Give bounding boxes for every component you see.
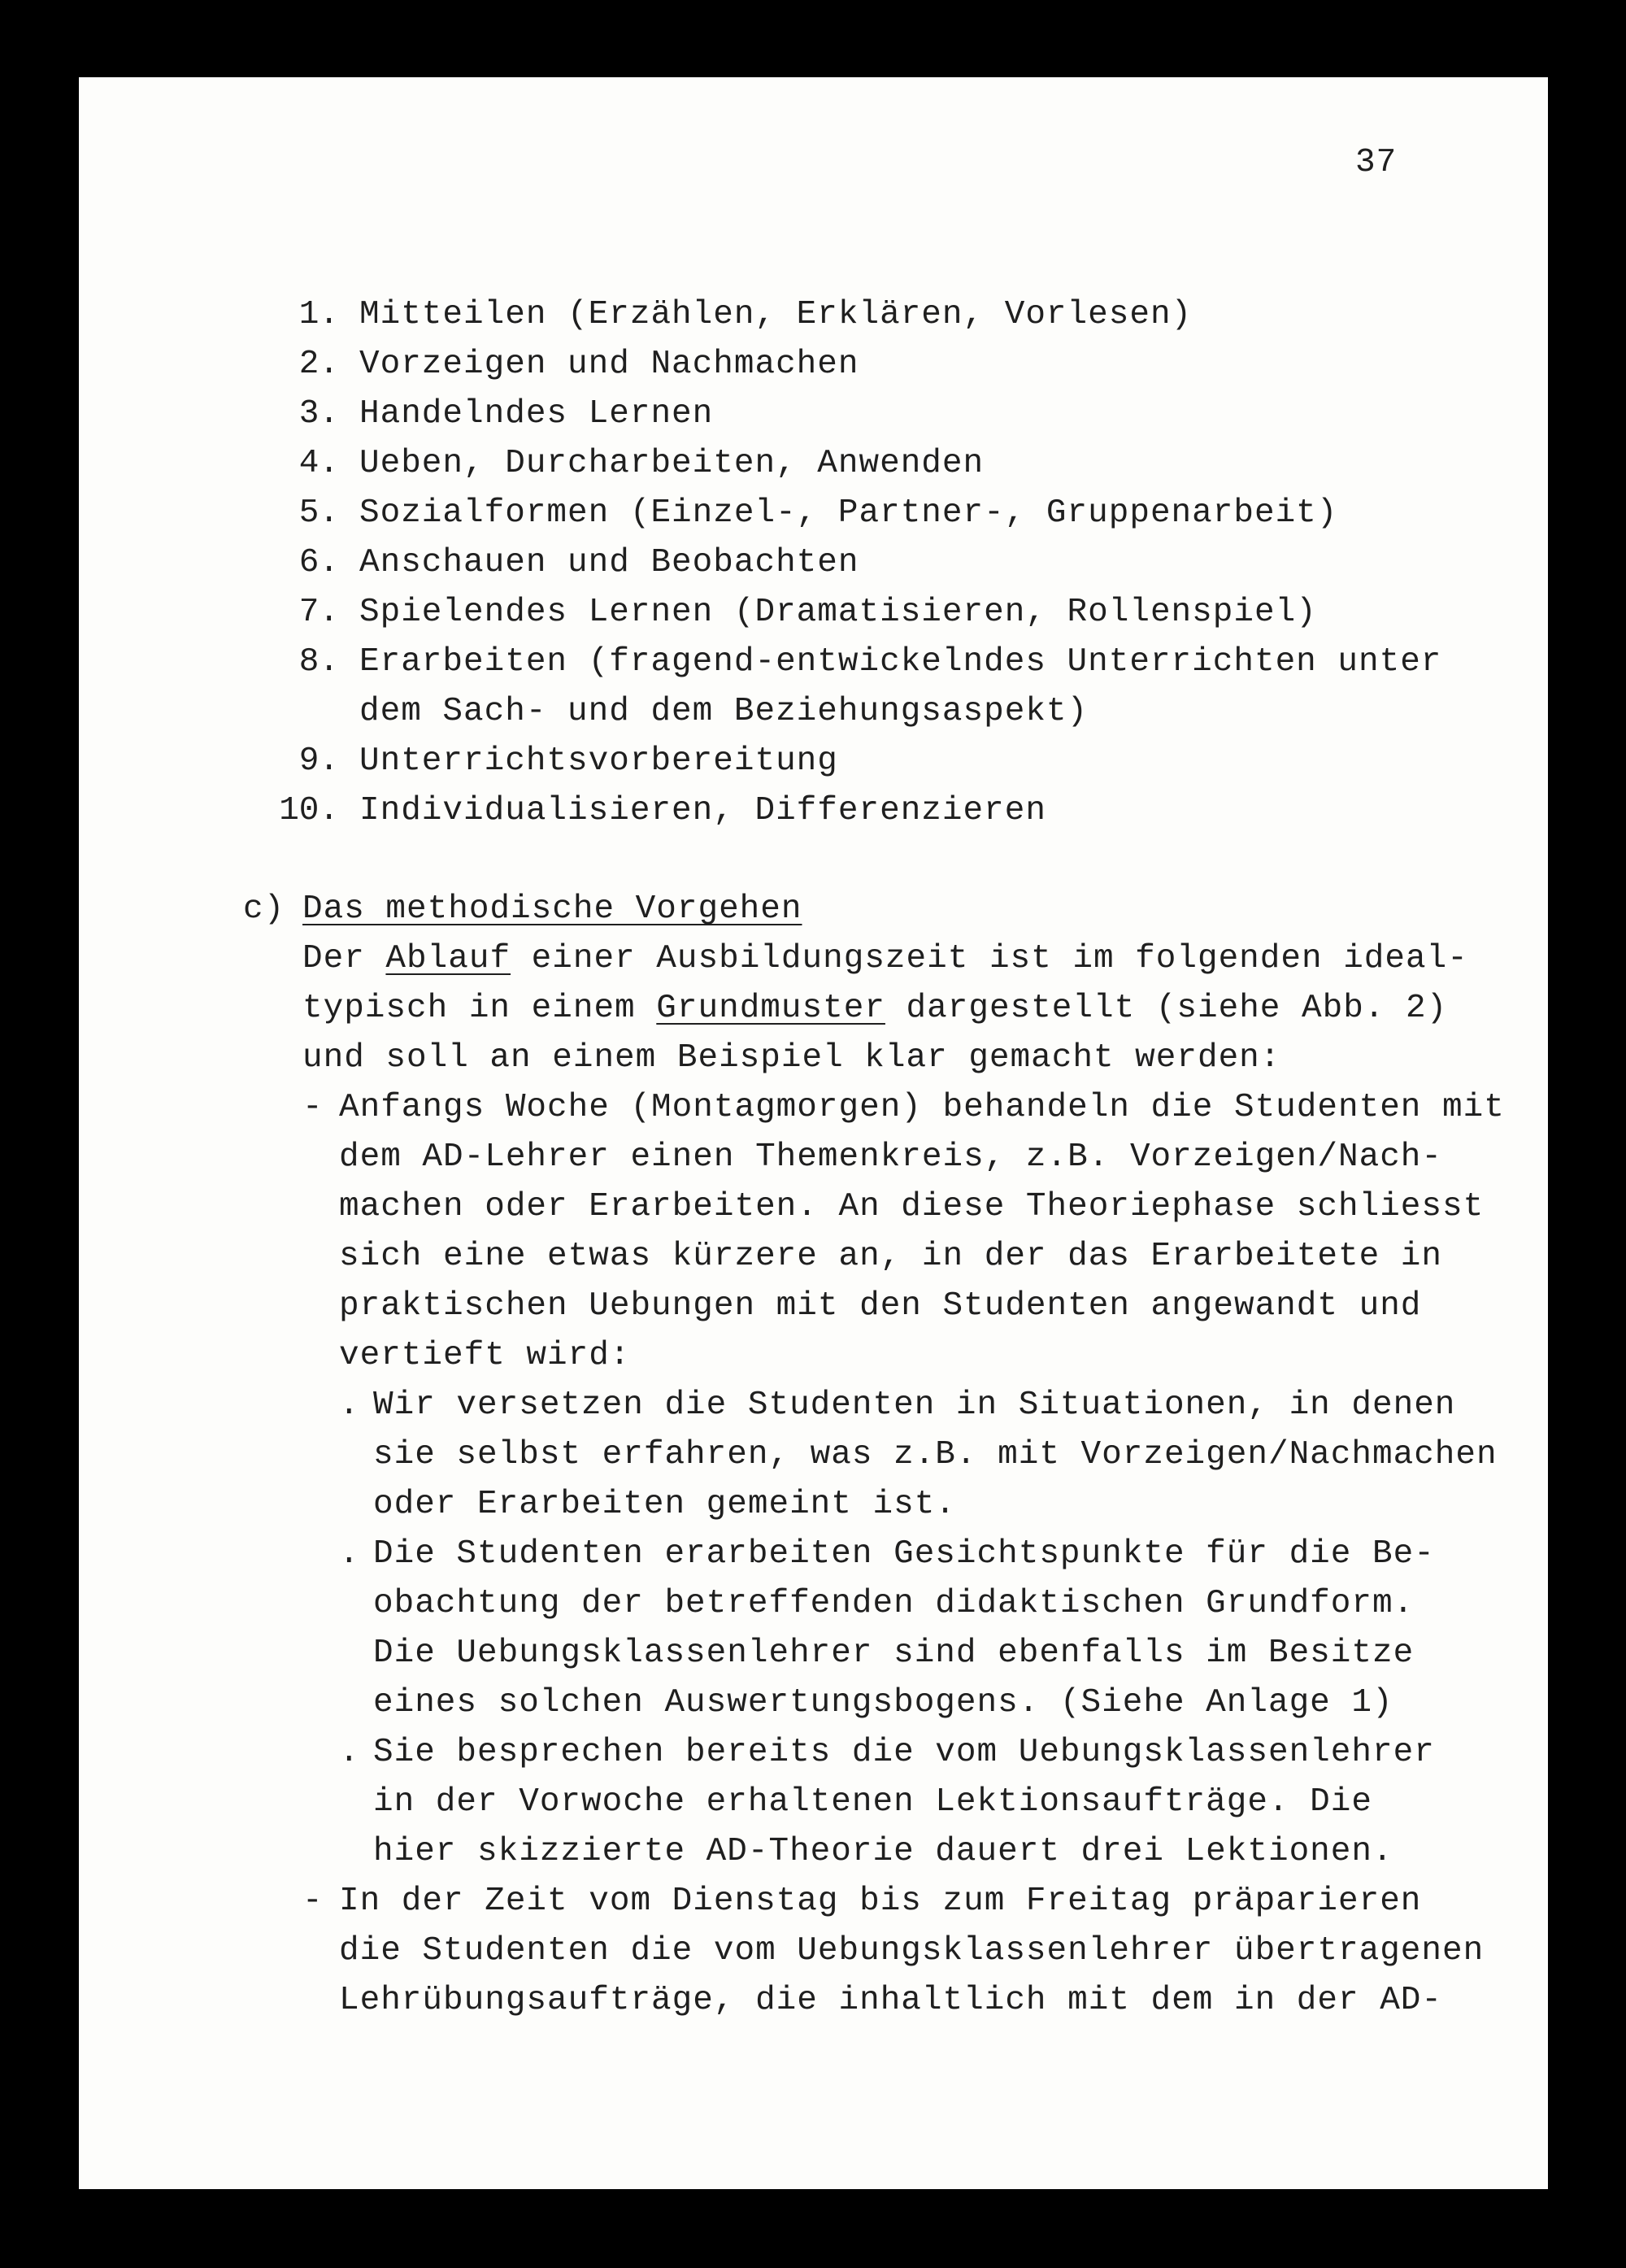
- list-number: 9.: [298, 742, 339, 780]
- bullet-line: eines solchen Auswertungsbogens. (Siehe Anlage 1): [373, 1684, 1393, 1722]
- underlined-term: Ablauf: [385, 940, 511, 977]
- list-number: 4.: [298, 445, 339, 482]
- dash-marker: -: [302, 1089, 324, 1126]
- list-item: Unterrichtsvorbereitung: [359, 742, 838, 780]
- paragraph-line: In der Zeit vom Dienstag bis zum Freitag präparieren: [339, 1883, 1422, 1920]
- list-number: 3.: [298, 395, 339, 433]
- list-item: Mitteilen (Erzählen, Erklären, Vorlesen): [359, 296, 1193, 333]
- intro-text: dargestellt (siehe Abb. 2): [885, 990, 1448, 1027]
- list-item: Erarbeiten (fragend-entwickelndes Unterrichten unter: [359, 643, 1442, 681]
- list-number: 5.: [298, 494, 339, 532]
- bullet-marker: .: [339, 1386, 360, 1424]
- intro-text: einer Ausbildungszeit ist im folgenden ideal-: [511, 940, 1468, 977]
- bullet-line: in der Vorwoche erhaltenen Lektionsaufträge. Die: [373, 1783, 1372, 1821]
- bullet-line: obachtung der betreffenden didaktischen Grundform.: [373, 1585, 1415, 1622]
- list-number: 7.: [298, 594, 339, 631]
- page-number: 37: [1355, 144, 1398, 181]
- bullet-line: oder Erarbeiten gemeint ist.: [373, 1486, 956, 1523]
- section-label: c): [243, 890, 285, 928]
- section-heading-wrap: [302, 889, 802, 929]
- paragraph-line: dem AD-Lehrer einen Themenkreis, z.B. Vorzeigen/Nach-: [339, 1138, 1443, 1176]
- bullet-line: Sie besprechen bereits die vom Uebungsklassenlehrer: [373, 1734, 1435, 1771]
- bullet-line: Die Studenten erarbeiten Gesichtspunkte für die Be-: [373, 1535, 1435, 1573]
- list-number: 6.: [298, 544, 339, 581]
- underlined-term: Grundmuster: [656, 990, 885, 1027]
- list-item: Individualisieren, Differenzieren: [359, 792, 1046, 829]
- intro-text: Der: [302, 940, 386, 977]
- bullet-line: sie selbst erfahren, was z.B. mit Vorzeigen/Nachmachen: [373, 1436, 1498, 1474]
- list-item: Sozialformen (Einzel-, Partner-, Gruppenarbeit): [359, 494, 1338, 532]
- list-item: Handelndes Lernen: [359, 395, 714, 433]
- paragraph-line: vertieft wird:: [339, 1337, 631, 1374]
- list-number: 2.: [298, 346, 339, 383]
- paragraph-line: machen oder Erarbeiten. An diese Theoriephase schliesst: [339, 1188, 1485, 1225]
- paragraph-line: praktischen Uebungen mit den Studenten angewandt und: [339, 1287, 1422, 1325]
- list-item: Spielendes Lernen (Dramatisieren, Rollenspiel): [359, 594, 1317, 631]
- intro-text: typisch in einem: [302, 990, 657, 1027]
- paragraph-line: sich eine etwas kürzere an, in der das Erarbeitete in: [339, 1238, 1443, 1275]
- bullet-marker: .: [339, 1535, 360, 1573]
- section-heading: Das methodische Vorgehen: [302, 890, 802, 928]
- bullet-line: Die Uebungsklassenlehrer sind ebenfalls im Besitze: [373, 1635, 1415, 1672]
- list-item: Ueben, Durcharbeiten, Anwenden: [359, 445, 985, 482]
- list-number: 8.: [298, 643, 339, 681]
- bullet-line: hier skizzierte AD-Theorie dauert drei Lektionen.: [373, 1833, 1393, 1870]
- paragraph-line: Anfangs Woche (Montagmorgen) behandeln die Studenten mit: [339, 1089, 1505, 1126]
- intro-line-1: [302, 938, 1468, 979]
- paragraph-line: Lehrübungsaufträge, die inhaltlich mit dem in der AD-: [339, 1982, 1443, 2019]
- list-item-continuation: dem Sach- und dem Beziehungsaspekt): [359, 693, 1089, 730]
- list-item: Vorzeigen und Nachmachen: [359, 346, 859, 383]
- paragraph-line: die Studenten die vom Uebungsklassenlehrer übertragenen: [339, 1932, 1485, 1970]
- list-number: 1.: [298, 296, 339, 333]
- intro-line-3: und soll an einem Beispiel klar gemacht werden:: [302, 1039, 1281, 1077]
- list-item: Anschauen und Beobachten: [359, 544, 859, 581]
- bullet-marker: .: [339, 1734, 360, 1771]
- list-number: 10.: [279, 792, 339, 829]
- bullet-line: Wir versetzen die Studenten in Situationen, in denen: [373, 1386, 1456, 1424]
- document-page: [79, 77, 1548, 2189]
- intro-line-2: [302, 988, 1447, 1029]
- dash-marker: -: [302, 1883, 324, 1920]
